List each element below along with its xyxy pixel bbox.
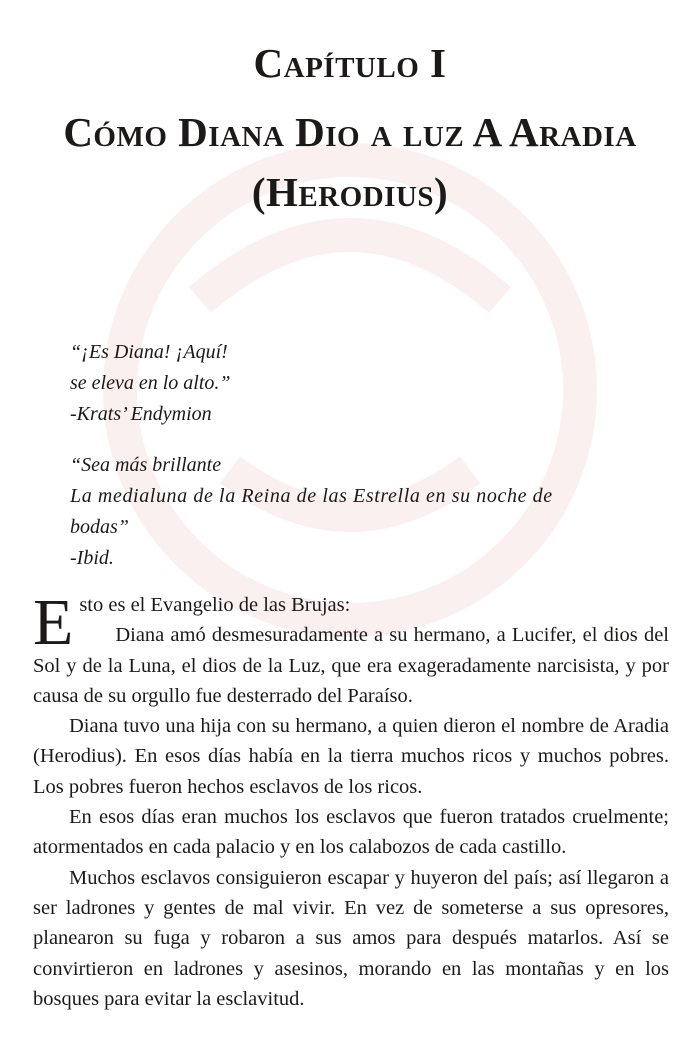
opening-line: sto es el Evangelio de las Brujas: — [79, 594, 351, 616]
body-paragraph: En esos días eran muchos los esclavos que fueron tratados cruelmente; atormentados en cada palacio y en los calabozos de cada castillo. — [33, 806, 669, 859]
chapter-title — [0, 102, 700, 222]
epigraph-line: “¡Es Diana! ¡Aquí! — [70, 341, 228, 363]
epigraph-line: bodas” — [70, 516, 129, 538]
opening-paragraph — [33, 586, 669, 711]
epigraph-line: La medialuna de la Reina de las Estrella en su noche de — [70, 485, 553, 507]
epigraph-1 — [70, 337, 630, 430]
epigraph-2 — [70, 450, 630, 574]
epigraph-attribution: -Krats’ Endymion — [70, 403, 212, 425]
chapter-title-line-2: (Herodius) — [251, 169, 449, 215]
body-paragraph: Diana tuvo una hija con su hermano, a quien dieron el nombre de Aradia (Herodius). En esos días había en la tierra muchos ricos y muchos pobres. Los pobres fueron hechos esclavos de los ricos. — [33, 715, 669, 798]
epigraph-line: se eleva en lo alto.” — [70, 372, 231, 394]
chapter-body — [33, 586, 669, 1014]
chapter-title-line-1: Cómo Diana Dio a luz A Aradia — [63, 109, 637, 155]
chapter-number: Capítulo I — [253, 40, 447, 86]
body-paragraph: Muchos esclavos consiguieron escapar y huyeron del país; así llegaron a ser ladrones y gentes de mal vivir. En vez de someterse a sus opresores, planearon su fuga y robaron a sus amos para después matarlos. Así se convirtieron en ladrones y asesinos, morando en las montañas y en los bosques para evitar la esclavitud. — [33, 866, 669, 1010]
epigraph-attribution: -Ibid. — [70, 547, 114, 569]
drop-cap: E — [33, 586, 74, 659]
body-paragraph: Diana amó desmesuradamente a su hermano, a Lucifer, el dios del Sol y de la Luna, el dios de la Luz, que era exageradamente narcisista, y por causa de su orgullo fue desterrado del Paraíso. — [33, 624, 669, 707]
epigraph-line: “Sea más brillante — [70, 454, 222, 476]
